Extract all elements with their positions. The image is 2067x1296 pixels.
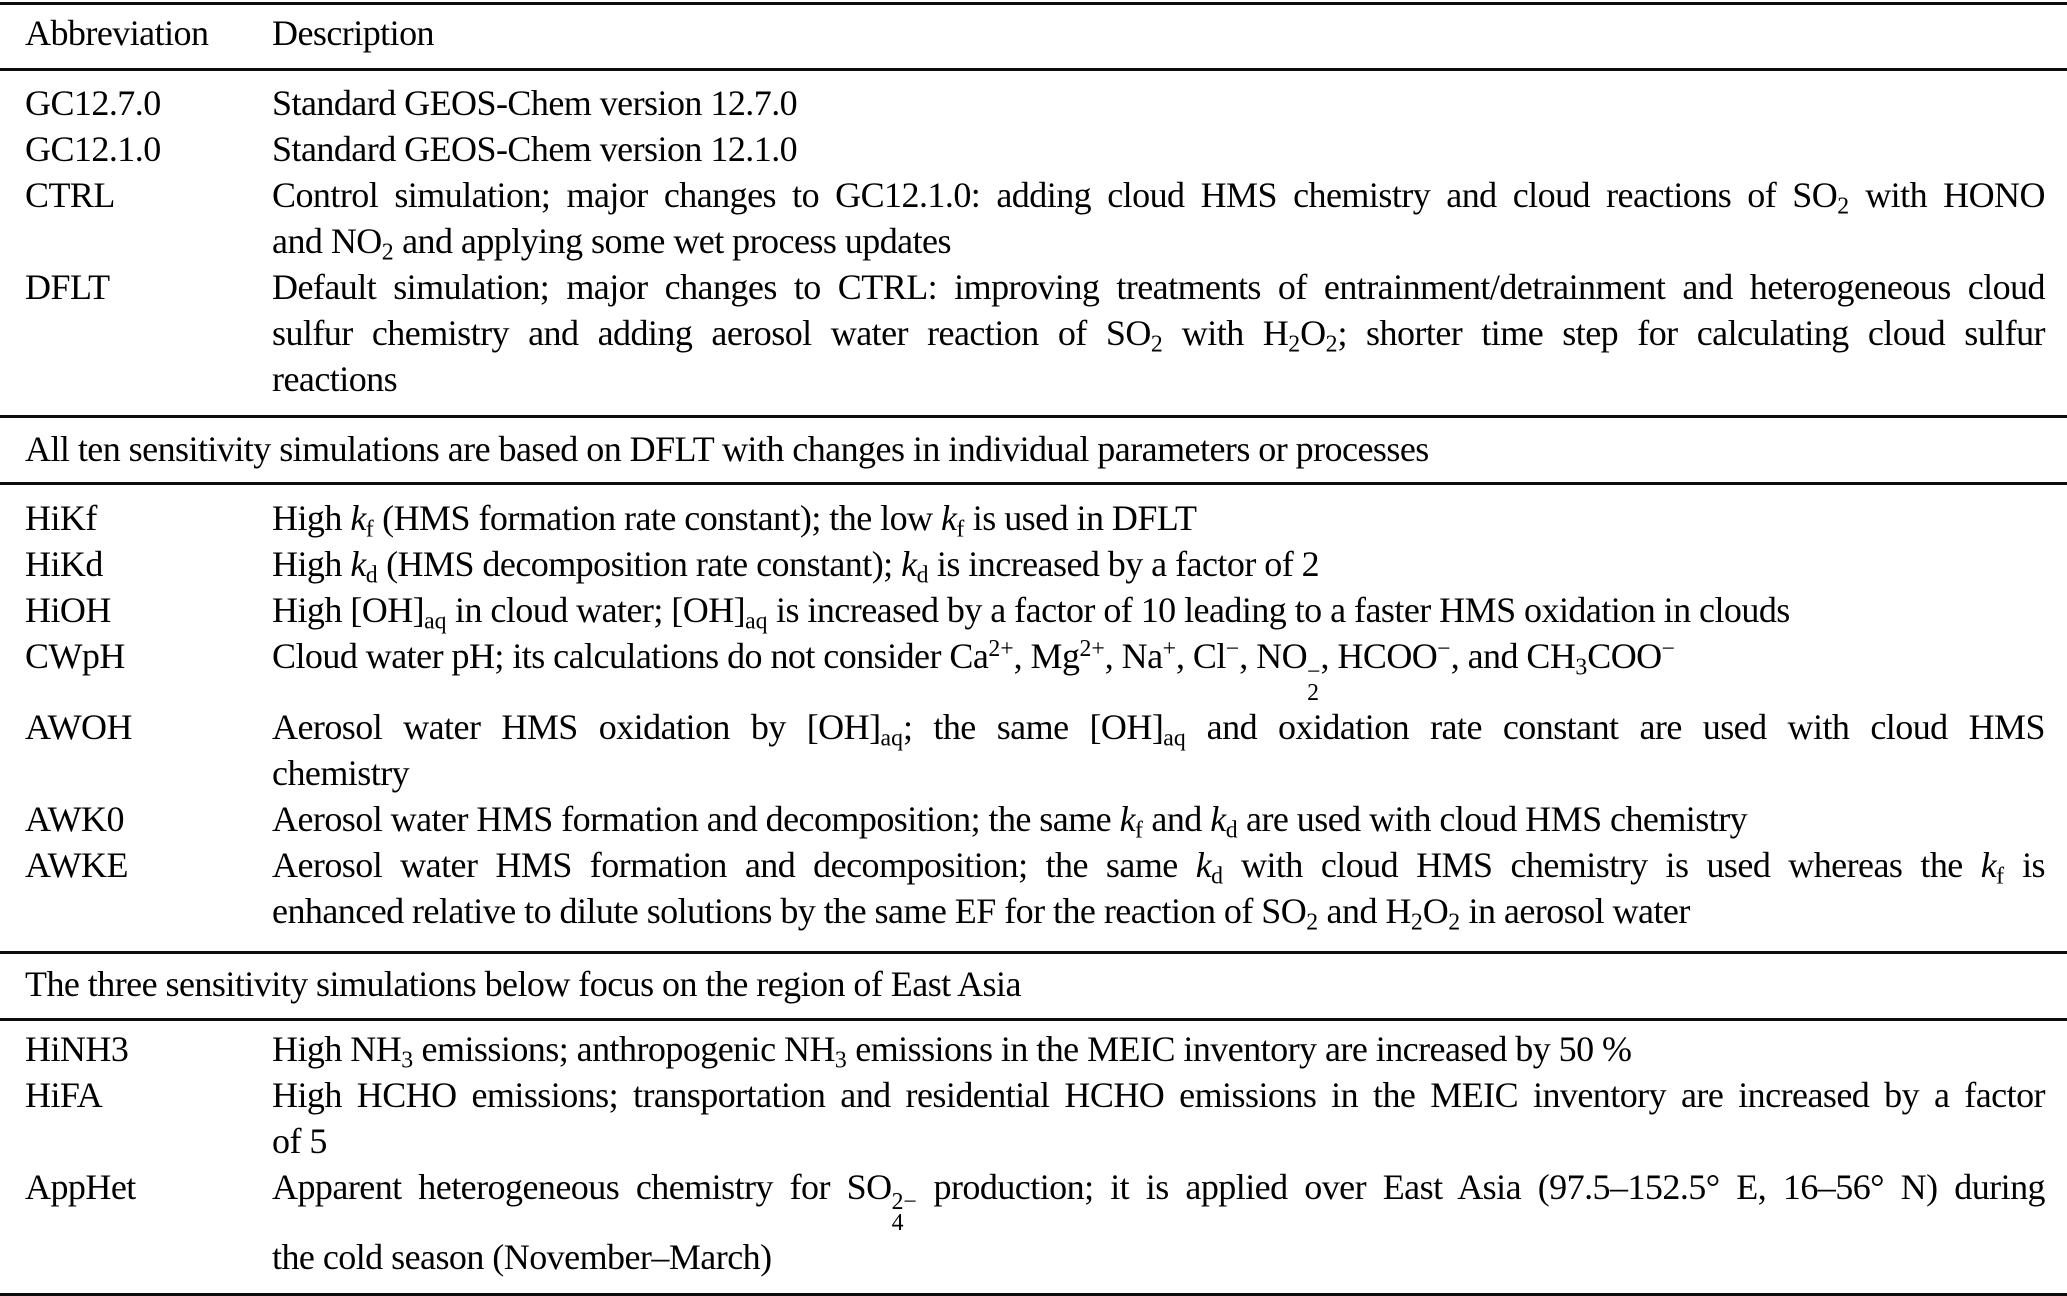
table-row: [25, 541, 2045, 587]
subscript: f: [956, 516, 965, 543]
stack-subscript: 2: [1307, 679, 1319, 706]
abbreviation-cell: HiKf: [25, 498, 97, 538]
description-line: Standard GEOS-Chem version 12.1.0: [272, 129, 798, 169]
description-line: Aerosol water HMS formation and decomposition; the same $k_d$ with cloud HMS chemistry is used whereas the $k_f$ is: [272, 844, 2046, 889]
description-line: Aerosol water HMS formation and decomposition; the same $k_f$ and $k_d$ are used with cloud HMS chemistry: [272, 798, 1748, 843]
table-row: [25, 80, 2045, 126]
description-cell: [272, 842, 2045, 934]
column-header-abbreviation: Abbreviation: [25, 13, 209, 53]
subscript: 2: [1837, 193, 1850, 220]
abbreviation-cell: HiKd: [25, 544, 103, 584]
subscript: 2: [1448, 908, 1461, 935]
description-cell: [272, 704, 2045, 796]
subscript: d: [365, 562, 378, 589]
abbreviation-cell: CTRL: [25, 175, 115, 215]
description-line: High $[OH]_{aq}$ in cloud water; $[OH]_{aq}$ is increased by a factor of 10 leading to a faster HMS oxidation in clouds: [272, 590, 1790, 635]
description-cell: [272, 796, 2045, 842]
stacked-sub-superscript: [1307, 658, 1321, 706]
table-section: [0, 1021, 2067, 1294]
description-line: High $k_d$ (HMS decomposition rate constant); $k_d$ is increased by a factor of 2: [272, 544, 1320, 589]
table-row: [25, 633, 2045, 704]
subscript: f: [1996, 862, 2005, 889]
description-line: of 5: [272, 1120, 327, 1161]
description-cell: [272, 80, 2045, 126]
abbreviation-cell: HiNH3: [25, 1028, 129, 1069]
subscript: 3: [834, 1046, 847, 1073]
table-section: [0, 71, 2067, 415]
subscript: 2: [1150, 331, 1163, 358]
table-row: [25, 1026, 2045, 1072]
subscript: aq: [424, 608, 447, 635]
description-cell: [272, 633, 2045, 704]
italic-variable: k: [1210, 798, 1226, 839]
table-row: [25, 1164, 2045, 1281]
table-row: [25, 587, 2045, 633]
subscript: 2: [381, 239, 394, 266]
superscript: 2+: [988, 636, 1014, 663]
description-cell: [272, 495, 2045, 541]
table-row: [25, 495, 2045, 541]
table-row: [25, 796, 2045, 842]
italic-variable: k: [940, 498, 957, 538]
description-line: Aerosol water HMS oxidation by $[OH]_{aq}$; the same $[OH]_{aq}$ and oxidation rate constant are used with cloud HMS: [272, 706, 2045, 751]
subscript: 2: [1410, 908, 1423, 935]
description-cell: [272, 587, 2045, 633]
subscript: aq: [880, 724, 903, 751]
abbreviation-cell: CWpH: [25, 636, 125, 676]
description-cell: [272, 1164, 2045, 1281]
abbreviation-cell: HiOH: [25, 590, 111, 630]
description-cell: [272, 541, 2045, 587]
italic-variable: k: [350, 498, 366, 538]
subscript: f: [1135, 816, 1143, 843]
table-body: [0, 71, 2067, 1296]
abbreviation-cell: AWK0: [25, 798, 124, 839]
stack-superscript: −: [1307, 658, 1321, 685]
subscript: 3: [401, 1046, 414, 1073]
description-line: High $k_f$ (HMS formation rate constant); the low $k_f$ is used in DFLT: [272, 498, 1197, 543]
description-line: sulfur chemistry and adding aerosol water reaction of $SO_2$ with $H_2O_2$; shorter time step for calculating cloud sulfur: [272, 313, 2045, 358]
superscript: −: [1225, 636, 1240, 663]
stacked-sub-superscript: [891, 1189, 917, 1237]
table-row: [25, 264, 2045, 402]
description-line: Default simulation; major changes to CTRL: improving treatments of entrainment/detrainment and heterogeneous cloud: [272, 267, 2045, 307]
description-cell: [272, 264, 2045, 402]
table-row: [25, 842, 2045, 934]
table-row: [25, 704, 2045, 796]
description-line: Apparent heterogeneous chemistry for SO 2− 4 production; it is applied over East Asia (97.5–152.5° E, 16–56° N) during: [272, 1166, 2045, 1237]
subscript: d: [1225, 816, 1238, 843]
superscript: −: [1437, 636, 1451, 663]
description-line: High $NH_3$ emissions; anthropogenic $NH_3$ emissions in the MEIC inventory are increased by 50 %: [272, 1028, 1632, 1073]
description-line: chemistry: [272, 752, 410, 793]
description-cell: [272, 172, 2045, 264]
table-row: [25, 1072, 2045, 1164]
description-cell: [272, 1026, 2045, 1072]
table-row: [25, 126, 2045, 172]
subscript: 2: [1288, 331, 1301, 358]
section-note: The three sensitivity simulations below focus on the region of East Asia: [25, 963, 1021, 1004]
abbreviation-cell: HiFA: [25, 1074, 103, 1115]
subscript: d: [1211, 862, 1224, 889]
abbreviation-cell: DFLT: [25, 267, 110, 307]
italic-variable: k: [1980, 844, 1997, 885]
description-line: Standard GEOS-Chem version 12.7.0: [272, 83, 798, 123]
subscript: 2: [1325, 331, 1338, 358]
section-note: All ten sensitivity simulations are based on DFLT with changes in individual parameters or processes: [25, 429, 1429, 469]
description-line: Cloud water pH; its calculations do not consider $Ca^{2+}$, $Mg^{2+}$, Na+, Cl−, NO − 2 , HCOO−, and $CH_3COO^-$: [272, 636, 1676, 706]
description-line: Control simulation; major changes to GC12.1.0: adding cloud HMS chemistry and cloud reactions of $SO_2$ with HONO: [272, 175, 2045, 220]
abbreviation-cell: AWKE: [25, 844, 128, 885]
subscript: d: [916, 562, 929, 589]
abbreviation-cell: AppHet: [25, 1166, 136, 1207]
description-line: the cold season (November–March): [272, 1237, 772, 1277]
stack-superscript: 2−: [891, 1189, 917, 1216]
description-line: High HCHO emissions; transportation and residential HCHO emissions in the MEIC inventory are increased by a factor: [272, 1074, 2045, 1115]
description-line: and $NO_2$ and applying some wet process updates: [272, 221, 951, 266]
subscript: f: [365, 516, 374, 543]
stack-subscript: 4: [891, 1210, 904, 1237]
table-section: [0, 485, 2067, 951]
abbreviation-cell: GC12.7.0: [25, 83, 161, 123]
superscript: −: [1661, 636, 1676, 663]
description-line: reactions: [272, 359, 398, 399]
superscript: 2+: [1079, 636, 1105, 663]
description-line: enhanced relative to dilute solutions by the same EF for the reaction of $SO_2$ and $H_2O_2$ in aerosol water: [272, 890, 1690, 935]
italic-variable: k: [350, 544, 366, 584]
subscript: 3: [1575, 654, 1588, 681]
italic-variable: k: [1195, 844, 1212, 885]
table-row: [25, 172, 2045, 264]
abbreviation-cell: GC12.1.0: [25, 129, 161, 169]
subscript: aq: [745, 608, 768, 635]
abbreviation-cell: AWOH: [25, 706, 132, 747]
subscript: 2: [1306, 908, 1319, 935]
italic-variable: k: [901, 544, 917, 584]
column-header-description: Description: [272, 13, 435, 53]
superscript: +: [1162, 636, 1176, 663]
description-cell: [272, 1072, 2045, 1164]
table-header: [0, 5, 2067, 68]
subscript: aq: [1163, 724, 1186, 751]
italic-variable: k: [1119, 798, 1136, 839]
description-cell: [272, 126, 2045, 172]
